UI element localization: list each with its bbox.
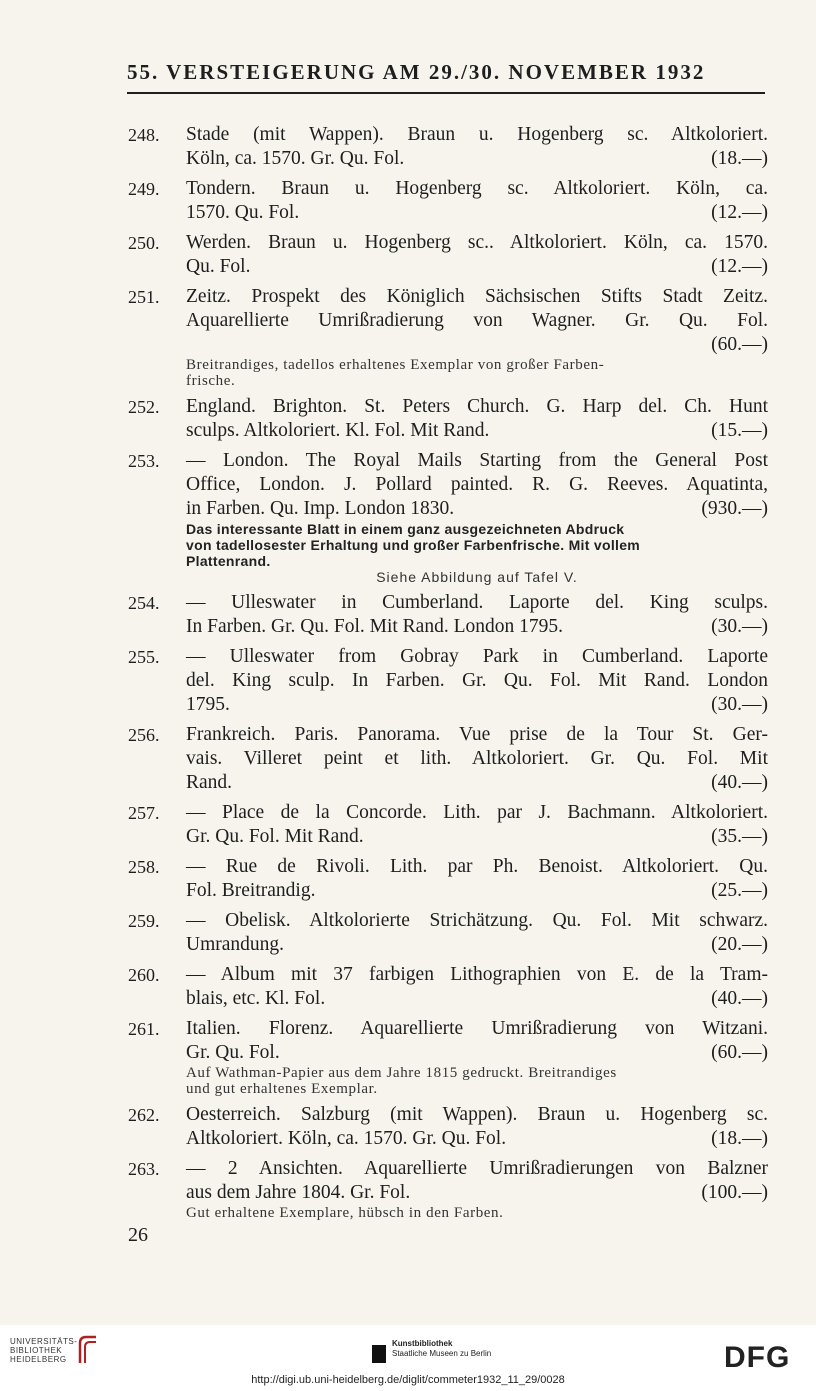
entry-note: Auf Wathman-Papier aus dem Jahre 1815 gedruckt. Breitrandiges	[186, 1065, 617, 1081]
kunstbibliothek-logo[interactable]: Kunstbibliothek Staatliche Museen zu Berlin	[392, 1339, 492, 1358]
catalog-entry	[128, 177, 768, 225]
entry-number: 253.	[128, 451, 160, 471]
entry-line: Zeitz. Prospekt des Königlich Sächsischen Stifts Stadt Zeitz.	[186, 286, 768, 307]
dfg-logo[interactable]: DFG	[724, 1341, 791, 1374]
entry-line: Tondern. Braun u. Hogenberg sc. Altkoloriert. Köln, ca.	[186, 178, 768, 199]
entry-line: Oesterreich. Salzburg (mit Wappen). Braun u. Hogenberg sc.	[186, 1104, 768, 1125]
catalog-entry	[128, 123, 768, 171]
entry-price: (30.—)	[711, 616, 768, 637]
catalog-entry	[128, 1103, 768, 1151]
entry-line: vais. Villeret peint et lith. Altkoloriert. Gr. Qu. Fol. Mit	[186, 748, 768, 769]
header-rule	[127, 92, 765, 94]
page-number: 26	[128, 1224, 148, 1246]
catalog-entry	[128, 591, 768, 639]
entry-note: von tadellosester Erhaltung und großer Farbenfrische. Mit vollem	[186, 537, 641, 553]
catalog-entry	[128, 801, 768, 849]
entry-line: — Rue de Rivoli. Lith. par Ph. Benoist. Altkoloriert. Qu.	[186, 856, 768, 877]
entry-price: (30.—)	[711, 694, 768, 715]
entry-price: (25.—)	[711, 880, 768, 901]
entry-price: (20.—)	[711, 934, 768, 955]
entry-line: Gr. Qu. Fol. Mit Rand. (35.—)	[186, 826, 768, 847]
entry-line: — Obelisk. Altkolorierte Strichätzung. Qu. Fol. Mit schwarz.	[186, 910, 768, 931]
entry-price: (35.—)	[711, 826, 768, 847]
entry-number: 261.	[128, 1019, 160, 1039]
university-mark-icon	[76, 1335, 98, 1365]
university-library-logo[interactable]: UNIVERSITÄTS- BIBLIOTHEK HEIDELBERG	[10, 1337, 78, 1364]
entry-number: 263.	[128, 1159, 160, 1179]
entry-note: und gut erhaltenes Exemplar.	[186, 1081, 378, 1097]
entry-price: (40.—)	[711, 772, 768, 793]
entry-number: 255.	[128, 647, 160, 667]
kunstbibliothek-logo-icon	[372, 1345, 386, 1363]
entry-number: 251.	[128, 287, 160, 307]
entry-note: Das interessante Blatt in einem ganz ausgezeichneten Abdruck	[186, 521, 625, 537]
source-url[interactable]: http://digi.ub.uni-heidelberg.de/diglit/commeter1932_11_29/0028	[251, 1374, 565, 1386]
entry-number: 258.	[128, 857, 160, 877]
entry-line: Werden. Braun u. Hogenberg sc.. Altkoloriert. Köln, ca. 1570.	[186, 232, 768, 253]
catalog-entry	[128, 285, 768, 389]
entry-number: 262.	[128, 1105, 160, 1125]
catalog-entry	[128, 449, 768, 585]
entry-number: 252.	[128, 397, 160, 417]
entry-note: frische.	[186, 373, 236, 389]
running-head: 55. VERSTEIGERUNG AM 29./30. NOVEMBER 1932	[127, 60, 706, 84]
entry-line: — Album mit 37 farbigen Lithographien von E. de la Tram-	[186, 964, 768, 985]
entry-line: aus dem Jahre 1804. Gr. Fol. (100.—)	[186, 1182, 768, 1203]
entry-line: Köln, ca. 1570. Gr. Qu. Fol. (18.—)	[186, 148, 768, 169]
entry-line: — Place de la Concorde. Lith. par J. Bachmann. Altkoloriert.	[186, 802, 768, 823]
entry-line: England. Brighton. St. Peters Church. G. Harp del. Ch. Hunt	[186, 396, 768, 417]
catalog-entry	[128, 963, 768, 1011]
entry-line: 1795. (30.—)	[186, 694, 768, 715]
entry-note: Plattenrand.	[186, 553, 271, 569]
catalog-entry	[128, 231, 768, 279]
entry-line: — London. The Royal Mails Starting from the General Post	[186, 450, 768, 471]
entry-line: Office, London. J. Pollard painted. R. G. Reeves. Aquatinta,	[186, 474, 768, 495]
entry-number: 254.	[128, 593, 160, 613]
entry-line: Gr. Qu. Fol. (60.—)	[186, 1042, 768, 1063]
entry-line: In Farben. Gr. Qu. Fol. Mit Rand. London 1795. (30.—)	[186, 616, 768, 637]
entry-price: (18.—)	[711, 1128, 768, 1149]
entry-line: Stade (mit Wappen). Braun u. Hogenberg sc. Altkoloriert.	[186, 124, 768, 145]
entry-price: (930.—)	[701, 498, 768, 519]
entry-line: Umrandung. (20.—)	[186, 934, 768, 955]
entry-note: Breitrandiges, tadellos erhaltenes Exemplar von großer Farben-	[186, 357, 605, 373]
catalog-entry	[128, 645, 768, 717]
entry-price: (12.—)	[711, 256, 768, 277]
entry-note: Gut erhaltene Exemplare, hübsch in den Farben.	[186, 1205, 504, 1221]
entry-line: Italien. Florenz. Aquarellierte Umrißradierung von Witzani.	[186, 1018, 768, 1039]
catalog-entry	[128, 395, 768, 443]
catalog-entry	[128, 1157, 768, 1221]
entry-line: Rand. (40.—)	[186, 772, 768, 793]
entry-number: 259.	[128, 911, 160, 931]
plate-reference: Siehe Abbildung auf Tafel V.	[376, 569, 578, 585]
entry-price: (60.—)	[711, 1042, 768, 1063]
entry-line: Altkoloriert. Köln, ca. 1570. Gr. Qu. Fol. (18.—)	[186, 1128, 768, 1149]
entry-price: (15.—)	[711, 420, 768, 441]
entry-line: 1570. Qu. Fol. (12.—)	[186, 202, 768, 223]
entry-line: Qu. Fol. (12.—)	[186, 256, 768, 277]
entry-line: — 2 Ansichten. Aquarellierte Umrißradierungen von Balzner	[186, 1158, 768, 1179]
catalog-entry	[128, 1017, 768, 1097]
entry-number: 250.	[128, 233, 160, 253]
footer	[0, 1325, 816, 1391]
entry-line: Aquarellierte Umrißradierung von Wagner. Gr. Qu. Fol.	[186, 310, 768, 331]
entry-price: (100.—)	[701, 1182, 768, 1203]
entry-line: Fol. Breitrandig. (25.—)	[186, 880, 768, 901]
entry-number: 257.	[128, 803, 160, 823]
entry-number: 260.	[128, 965, 160, 985]
entry-number: 248.	[128, 125, 160, 145]
entry-line: Frankreich. Paris. Panorama. Vue prise de la Tour St. Ger-	[186, 724, 768, 745]
entry-line: — Ulleswater in Cumberland. Laporte del. King sculps.	[186, 592, 768, 613]
catalog-entry	[128, 855, 768, 903]
entry-number: 256.	[128, 725, 160, 745]
entry-line: sculps. Altkoloriert. Kl. Fol. Mit Rand. (15.—)	[186, 420, 768, 441]
entry-price: (12.—)	[711, 202, 768, 223]
entry-line: del. King sculp. In Farben. Gr. Qu. Fol. Mit Rand. London	[186, 670, 768, 691]
entry-line: blais, etc. Kl. Fol. (40.—)	[186, 988, 768, 1009]
catalog-entry	[128, 909, 768, 957]
entry-number: 249.	[128, 179, 160, 199]
catalog-entry	[128, 723, 768, 795]
entry-price: (18.—)	[711, 148, 768, 169]
entry-price: (40.—)	[711, 988, 768, 1009]
entry-price: (60.—)	[711, 334, 768, 355]
entry-line: in Farben. Qu. Imp. London 1830. (930.—)	[186, 498, 768, 519]
catalog-entries	[128, 123, 768, 1227]
entry-line: — Ulleswater from Gobray Park in Cumberland. Laporte	[186, 646, 768, 667]
